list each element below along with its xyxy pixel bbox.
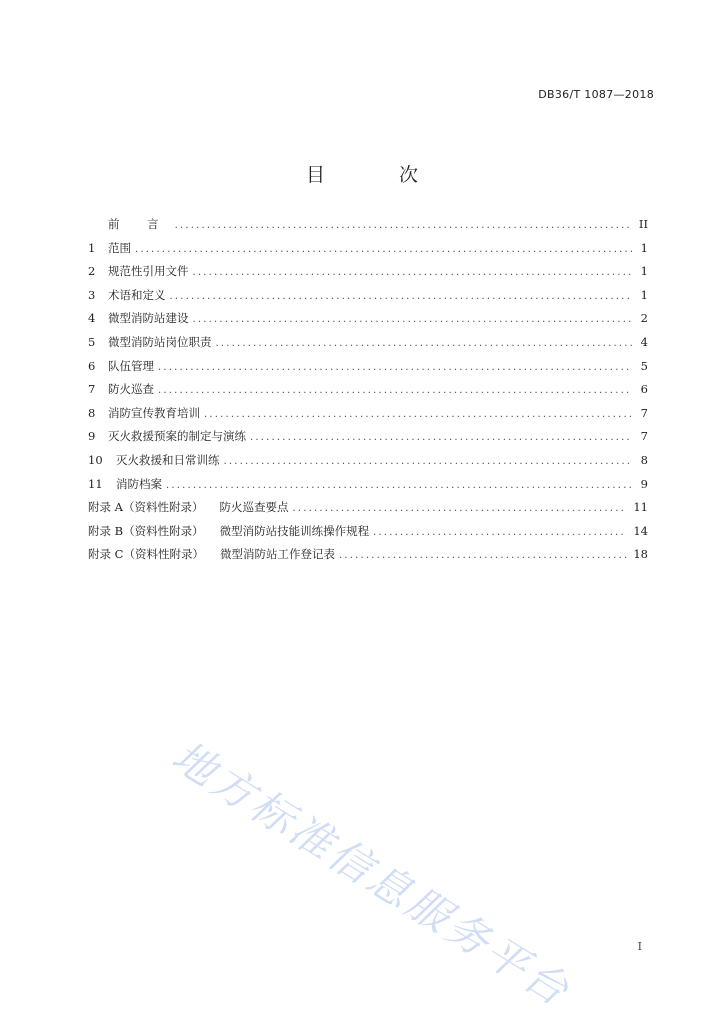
toc-entry-label: 微型消防站岗位职责 — [108, 334, 212, 349]
toc-entry-label: 术语和定义 — [108, 287, 166, 302]
toc-entry-11[interactable] — [88, 476, 648, 500]
toc-entry-number: 2 — [88, 264, 96, 279]
toc-entry-2[interactable] — [88, 263, 648, 287]
toc-entry-appendix-c[interactable] — [88, 546, 648, 570]
toc-entry-number: 附录 B（资料性附录） — [88, 523, 204, 538]
toc-leader-dots — [193, 314, 633, 325]
toc-entry-1[interactable] — [88, 240, 648, 264]
toc-leader-dots — [158, 385, 632, 396]
toc-leader-dots — [216, 338, 633, 349]
toc-entry-number: 附录 A（资料性附录） — [88, 500, 204, 515]
toc-leader-dots — [224, 456, 633, 467]
toc-entry-page: 1 — [640, 287, 648, 302]
toc-leader-dots — [166, 480, 632, 491]
toc-leader-dots — [158, 362, 632, 373]
toc-entry-preface[interactable] — [88, 216, 648, 240]
toc-entry-page: 1 — [640, 264, 648, 279]
page-number: I — [637, 940, 642, 953]
toc-entry-number: 11 — [88, 476, 103, 491]
toc-entry-3[interactable] — [88, 287, 648, 311]
toc-entry-number: 附录 C（资料性附录） — [88, 547, 204, 562]
toc-entry-label: 微型消防站技能训练操作规程 — [219, 523, 370, 538]
toc-entry-page: 4 — [640, 334, 648, 349]
toc-entry-number: 9 — [88, 429, 96, 444]
toc-entry-page: 7 — [640, 405, 648, 420]
toc-entry-page: 9 — [640, 476, 648, 491]
toc-leader-dots — [373, 527, 627, 538]
toc-entry-5[interactable] — [88, 334, 648, 358]
toc-entry-label: 灭火救援预案的制定与演练 — [108, 429, 246, 444]
toc-leader-dots — [339, 550, 627, 561]
toc-entry-page: 5 — [640, 358, 648, 373]
watermark-text: 地方标准信息服务平台 — [163, 731, 580, 1017]
toc-entry-page: 7 — [640, 429, 648, 444]
toc-entry-page: 11 — [633, 500, 648, 515]
toc-entry-page: 14 — [633, 523, 648, 538]
toc-entry-page: 6 — [640, 382, 648, 397]
toc-entry-label: 队伍管理 — [108, 358, 154, 373]
toc-entry-8[interactable] — [88, 405, 648, 429]
toc-entry-label: 微型消防站建设 — [108, 311, 189, 326]
toc-entry-number: 1 — [88, 240, 96, 255]
toc-entry-page: 1 — [640, 240, 648, 255]
toc-entry-label: 范围 — [108, 240, 131, 255]
toc-entry-number: 4 — [88, 311, 96, 326]
toc-entry-number: 6 — [88, 358, 96, 373]
toc-entry-label: 微型消防站工作登记表 — [219, 547, 335, 562]
toc-leader-dots — [175, 220, 632, 231]
toc-entry-label: 消防档案 — [116, 476, 162, 491]
toc-entry-4[interactable] — [88, 310, 648, 334]
toc-leader-dots — [204, 409, 632, 420]
toc-leader-dots — [170, 291, 633, 302]
toc-entry-page: II — [638, 217, 648, 231]
toc-entry-number: 7 — [88, 382, 96, 397]
toc-entry-number: 5 — [88, 334, 96, 349]
toc-title: 目 次 — [305, 164, 453, 186]
toc-entry-6[interactable] — [88, 358, 648, 382]
toc-entry-page: 2 — [640, 311, 648, 326]
toc-entry-label: 防火巡查要点 — [219, 500, 289, 515]
table-of-contents — [88, 216, 648, 570]
toc-entry-page: 18 — [633, 547, 648, 562]
toc-entry-7[interactable] — [88, 381, 648, 405]
toc-entry-10[interactable] — [88, 452, 648, 476]
toc-entry-number: 8 — [88, 405, 96, 420]
toc-entry-label: 规范性引用文件 — [108, 264, 189, 279]
toc-entry-number: 3 — [88, 287, 96, 302]
toc-entry-label: 防火巡查 — [108, 382, 154, 397]
toc-entry-label: 灭火救援和日常训练 — [116, 452, 220, 467]
toc-entry-9[interactable] — [88, 428, 648, 452]
toc-entry-label: 消防宣传教育培训 — [108, 405, 200, 420]
document-code: DB36/T 1087—2018 — [538, 88, 654, 101]
toc-entry-appendix-a[interactable] — [88, 499, 648, 523]
toc-entry-page: 8 — [640, 452, 648, 467]
toc-leader-dots — [193, 267, 633, 278]
toc-entry-label: 前 言 — [108, 217, 171, 231]
toc-entry-number: 10 — [88, 452, 103, 467]
toc-leader-dots — [135, 244, 632, 255]
toc-leader-dots — [250, 432, 632, 443]
toc-leader-dots — [292, 503, 627, 514]
toc-entry-appendix-b[interactable] — [88, 523, 648, 547]
